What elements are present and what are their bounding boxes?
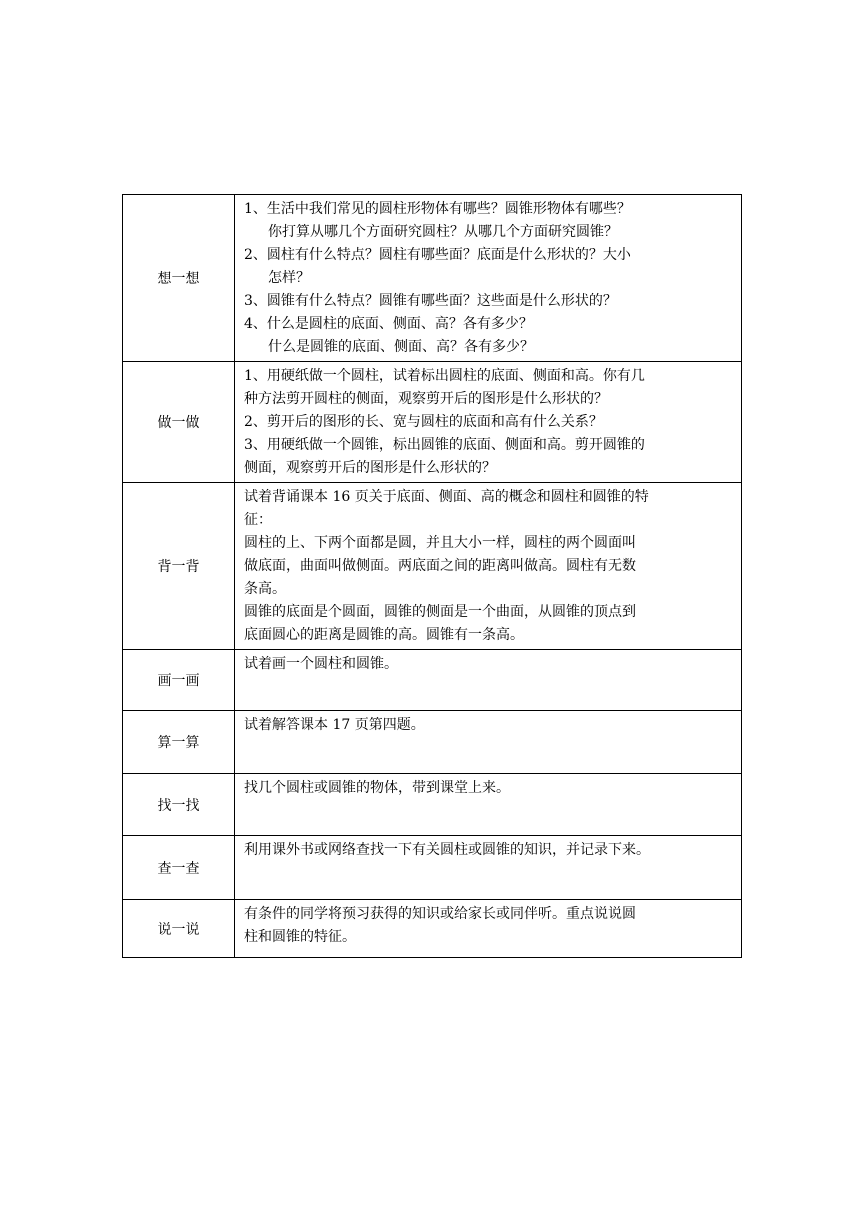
table-row-speak: [123, 900, 742, 958]
table-row-calculate: [123, 711, 742, 774]
content-line: 试着画一个圆柱和圆锥。: [244, 656, 398, 672]
content-line: 试着背诵课本 16 页关于底面、侧面、高的概念和圆柱和圆锥的特: [244, 489, 649, 505]
content-line: 利用课外书或网络查找一下有关圆柱或圆锥的知识，并记录下来。: [244, 842, 650, 858]
row-label-think: 想一想: [123, 195, 235, 362]
row-content-research: [235, 836, 742, 900]
row-label-do: 做一做: [123, 362, 235, 483]
table-row-draw: [123, 650, 742, 711]
content-line: 有条件的同学将预习获得的知识或给家长或同伴听。重点说说圆: [244, 906, 636, 922]
content-line: 侧面，观察剪开后的图形是什么形状的？: [244, 460, 496, 476]
content-line: 找几个圆柱或圆锥的物体，带到课堂上来。: [244, 780, 510, 796]
content-line: 2、圆柱有什么特点？圆柱有哪些面？底面是什么形状的？大小: [244, 247, 631, 263]
row-content-do: [235, 362, 742, 483]
table-row-research: [123, 836, 742, 900]
content-line: 柱和圆锥的特征。: [244, 929, 356, 945]
row-label-find: 找一找: [123, 774, 235, 836]
content-line: 种方法剪开圆柱的侧面，观察剪开后的图形是什么形状的？: [244, 391, 608, 407]
content-line: 征：: [244, 512, 272, 528]
content-line: 你打算从哪几个方面研究圆柱？从哪几个方面研究圆锥？: [268, 224, 618, 240]
content-line: 3、圆锥有什么特点？圆锥有哪些面？这些面是什么形状的？: [244, 293, 617, 309]
content-line: 做底面，曲面叫做侧面。两底面之间的距离叫做高。圆柱有无数: [244, 558, 636, 574]
row-content-draw: [235, 650, 742, 711]
content-line: 条高。: [244, 581, 286, 597]
content-line: 试着解答课本 17 页第四题。: [244, 717, 425, 733]
row-label-calculate: 算一算: [123, 711, 235, 774]
row-label-speak: 说一说: [123, 900, 235, 958]
content-line: 4、什么是圆柱的底面、侧面、高？各有多少？: [244, 316, 533, 332]
table-row-find: [123, 774, 742, 836]
row-label-research: 查一查: [123, 836, 235, 900]
content-line: 2、剪开后的图形的长、宽与圆柱的底面和高有什么关系？: [244, 414, 603, 430]
table-row-do: [123, 362, 742, 483]
content-line: 1、用硬纸做一个圆柱，试着标出圆柱的底面、侧面和高。你有几: [244, 368, 645, 384]
content-line: 底面圆心的距离是圆锥的高。圆锥有一条高。: [244, 627, 524, 643]
content-line: 怎样？: [268, 270, 310, 286]
row-content-think: [235, 195, 742, 362]
preview-task-table: [122, 194, 742, 958]
content-line: 什么是圆锥的底面、侧面、高？各有多少？: [268, 339, 534, 355]
row-label-draw: 画一画: [123, 650, 235, 711]
table-row-think: [123, 195, 742, 362]
content-line: 圆柱的上、下两个面都是圆，并且大小一样，圆柱的两个圆面叫: [244, 535, 636, 551]
row-label-recite: 背一背: [123, 483, 235, 650]
row-content-recite: [235, 483, 742, 650]
content-line: 3、用硬纸做一个圆锥，标出圆锥的底面、侧面和高。剪开圆锥的: [244, 437, 645, 453]
content-line: 圆锥的底面是个圆面，圆锥的侧面是一个曲面，从圆锥的顶点到: [244, 604, 636, 620]
row-content-speak: [235, 900, 742, 958]
row-content-find: [235, 774, 742, 836]
row-content-calculate: [235, 711, 742, 774]
table-row-recite: [123, 483, 742, 650]
content-line: 1、生活中我们常见的圆柱形物体有哪些？圆锥形物体有哪些？: [244, 201, 631, 217]
